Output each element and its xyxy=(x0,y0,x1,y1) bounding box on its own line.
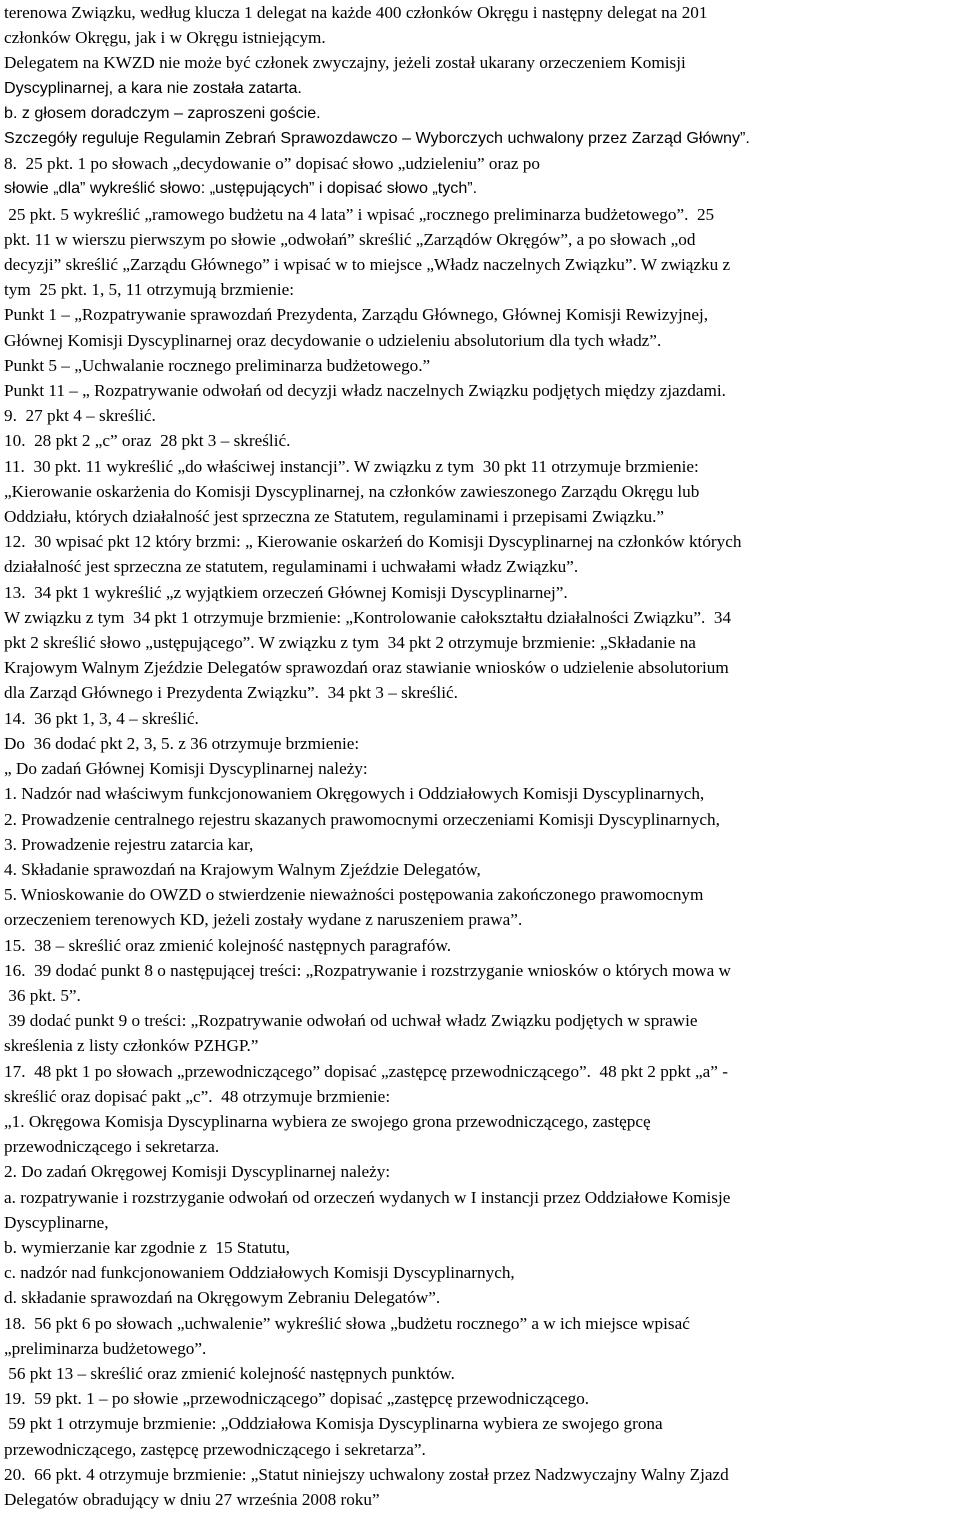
text-line: 17. 48 pkt 1 po słowach „przewodniczącego” dopisać „zastępcę przewodniczącego”. 48 pkt 2 ppkt „a” - xyxy=(4,1061,728,1081)
text-line: Punkt 11 – „ Rozpatrywanie odwołań od decyzji władz naczelnych Związku podjętych między zjazdami. xyxy=(4,381,726,401)
text-line: Delegatów obradujący w dniu 27 września 2008 roku” xyxy=(4,1489,380,1509)
text-line: 39 dodać punkt 9 o treści: „Rozpatrywanie odwołań od uchwał władz Związku podjętych w sprawie xyxy=(4,1011,698,1031)
text-line: 3. Prowadzenie rejestru zatarcia kar, xyxy=(4,834,254,854)
text-line: 5. Wnioskowanie do OWZD o stwierdzenie nieważności postępowania zakończonego prawomocnym xyxy=(4,885,704,905)
text-line: Do 36 dodać pkt 2, 3, 5. z 36 otrzymuje brzmienie: xyxy=(4,733,360,753)
text-line: a. rozpatrywanie i rozstrzyganie odwołań od orzeczeń wydanych w I instancji przez Oddziałowe Komisje xyxy=(4,1187,731,1207)
text-line: tym 25 pkt. 1, 5, 11 otrzymują brzmienie: xyxy=(4,280,295,300)
text-line: Krajowym Walnym Zjeździe Delegatów sprawozdań oraz stawianie wniosków o udzielenie absolutorium xyxy=(4,658,729,678)
text-line: Dyscyplinarnej, a kara nie została zatarta. xyxy=(4,78,302,97)
text-line: Punkt 1 – „Rozpatrywanie sprawozdań Prezydenta, Zarządu Głównego, Głównej Komisji Rewizyjnej, xyxy=(4,305,709,325)
text-line: „preliminarza budżetowego”. xyxy=(4,1338,207,1358)
text-line: pkt. 11 w wierszu pierwszym po słowie „odwołań” skreślić „Zarządów Okręgów”, a po słowach „od xyxy=(4,229,696,249)
text-line: „Kierowanie oskarżenia do Komisji Dyscyplinarnej, na członków zawieszonego Zarządu Okręgu lub xyxy=(4,481,700,501)
text-line: „ Do zadań Głównej Komisji Dyscyplinarnej należy: xyxy=(4,759,368,779)
text-line: 20. 66 pkt. 4 otrzymuje brzmienie: „Statut niniejszy uchwalony został przez Nadzwyczajny Walny Zjazd xyxy=(4,1464,729,1484)
text-line: Głównej Komisji Dyscyplinarnej oraz decydowanie o udzieleniu absolutorium dla tych władz”. xyxy=(4,330,662,350)
text-line: 14. 36 pkt 1, 3, 4 – skreślić. xyxy=(4,708,199,728)
text-line: 1. Nadzór nad właściwym funkcjonowaniem Okręgowych i Oddziałowych Komisji Dyscyplinarnych, xyxy=(4,784,705,804)
text-line: 18. 56 pkt 6 po słowach „uchwalenie” wykreślić słowa „budżetu rocznego” a w ich miejsce wpisać xyxy=(4,1313,690,1333)
text-line: pkt 2 skreślić słowo „ustępującego”. W związku z tym 34 pkt 2 otrzymuje brzmienie: „Składanie na xyxy=(4,633,696,653)
text-line: c. nadzór nad funkcjonowaniem Oddziałowych Komisji Dyscyplinarnych, xyxy=(4,1263,515,1283)
text-line: 16. 39 dodać punkt 8 o następującej treści: „Rozpatrywanie i rozstrzyganie wniosków o których mowa w xyxy=(4,960,731,980)
text-line: terenowa Związku, według klucza 1 delegat na każde 400 członków Okręgu i następny delegat na 201 xyxy=(4,3,708,22)
text-line: 10. 28 pkt 2 „c” oraz 28 pkt 3 – skreślić. xyxy=(4,431,291,451)
text-line: członków Okręgu, jak i w Okręgu istniejącym. xyxy=(4,28,326,48)
text-line: działalność jest sprzeczna ze statutem, regulaminami i uchwałami władz Związku”. xyxy=(4,557,579,577)
text-line: 15. 38 – skreślić oraz zmienić kolejność następnych paragrafów. xyxy=(4,935,452,955)
text-line: Szczegóły reguluje Regulamin Zebrań Sprawozdawczo – Wyborczych uchwalony przez Zarząd Główny”. xyxy=(4,129,750,148)
text-line: 9. 27 pkt 4 – skreślić. xyxy=(4,406,156,426)
text-line: b. wymierzanie kar zgodnie z 15 Statutu, xyxy=(4,1237,290,1257)
text-line: 19. 59 pkt. 1 – po słowie „przewodniczącego” dopisać „zastępcę przewodniczącego. xyxy=(4,1389,590,1409)
text-line: d. składanie sprawozdań na Okręgowym Zebraniu Delegatów”. xyxy=(4,1288,441,1308)
text-line: dla Zarząd Głównego i Prezydenta Związku”. 34 pkt 3 – skreślić. xyxy=(4,683,458,703)
text-line: przewodniczącego, zastępcę przewodniczącego i sekretarza”. xyxy=(4,1439,426,1459)
text-line: orzeczeniem terenowych KD, jeżeli zostały wydane z naruszeniem prawa”. xyxy=(4,910,523,930)
text-line: 11. 30 pkt. 11 wykreślić „do właściwej instancji”. W związku z tym 30 pkt 11 otrzymuje brzmienie: xyxy=(4,456,699,476)
text-line: skreślenia z listy członków PZHGP.” xyxy=(4,1036,259,1056)
text-line: 8. 25 pkt. 1 po słowach „decydowanie o” dopisać słowo „udzieleniu” oraz po xyxy=(4,154,540,174)
text-line: b. z głosem doradczym – zaproszeni goście. xyxy=(4,103,321,122)
text-line: 25 pkt. 5 wykreślić „ramowego budżetu na 4 lata” i wpisać „rocznego preliminarza budżetowego”. 25 xyxy=(4,204,715,224)
text-line: W związku z tym 34 pkt 1 otrzymuje brzmienie: „Kontrolowanie całokształtu działalności Związku”. 34 xyxy=(4,607,732,627)
text-line: 59 pkt 1 otrzymuje brzmienie: „Oddziałowa Komisja Dyscyplinarna wybiera ze swojego grona xyxy=(4,1414,663,1434)
text-line: decyzji” skreślić „Zarządu Głównego” i wpisać w to miejsce „Władz naczelnych Związku”. W związku z xyxy=(4,255,731,275)
text-line: 12. 30 wpisać pkt 12 który brzmi: „ Kierowanie oskarżeń do Komisji Dyscyplinarnej na członków których xyxy=(4,532,742,552)
text-line: Oddziału, których działalność jest sprzeczna ze Statutem, regulaminami i przepisami Związku.” xyxy=(4,507,665,527)
text-line: 13. 34 pkt 1 wykreślić „z wyjątkiem orzeczeń Głównej Komisji Dyscyplinarnej”. xyxy=(4,582,568,602)
text-line: skreślić oraz dopisać pakt „c”. 48 otrzymuje brzmienie: xyxy=(4,1086,391,1106)
text-line: 2. Prowadzenie centralnego rejestru skazanych prawomocnymi orzeczeniami Komisji Dyscyplinarnych, xyxy=(4,809,720,829)
text-line: Delegatem na KWZD nie może być członek zwyczajny, jeżeli został ukarany orzeczeniem Komisji xyxy=(4,53,686,73)
text-line: słowie „dla” wykreślić słowo: „ustępujących” i dopisać słowo „tych”. xyxy=(4,179,478,198)
text-line: przewodniczącego i sekretarza. xyxy=(4,1137,220,1157)
text-line: 36 pkt. 5”. xyxy=(4,985,81,1005)
text-line: Dyscyplinarne, xyxy=(4,1212,109,1232)
text-line: 2. Do zadań Okręgowej Komisji Dyscyplinarnej należy: xyxy=(4,1162,391,1182)
text-line: 56 pkt 13 – skreślić oraz zmienić kolejność następnych punktów. xyxy=(4,1363,455,1383)
text-line: „1. Okręgowa Komisja Dyscyplinarna wybiera ze swojego grona przewodniczącego, zastępcę xyxy=(4,1111,651,1131)
text-line: Punkt 5 – „Uchwalanie rocznego preliminarza budżetowego.” xyxy=(4,355,431,375)
text-line: 4. Składanie sprawozdań na Krajowym Walnym Zjeździe Delegatów, xyxy=(4,859,481,879)
